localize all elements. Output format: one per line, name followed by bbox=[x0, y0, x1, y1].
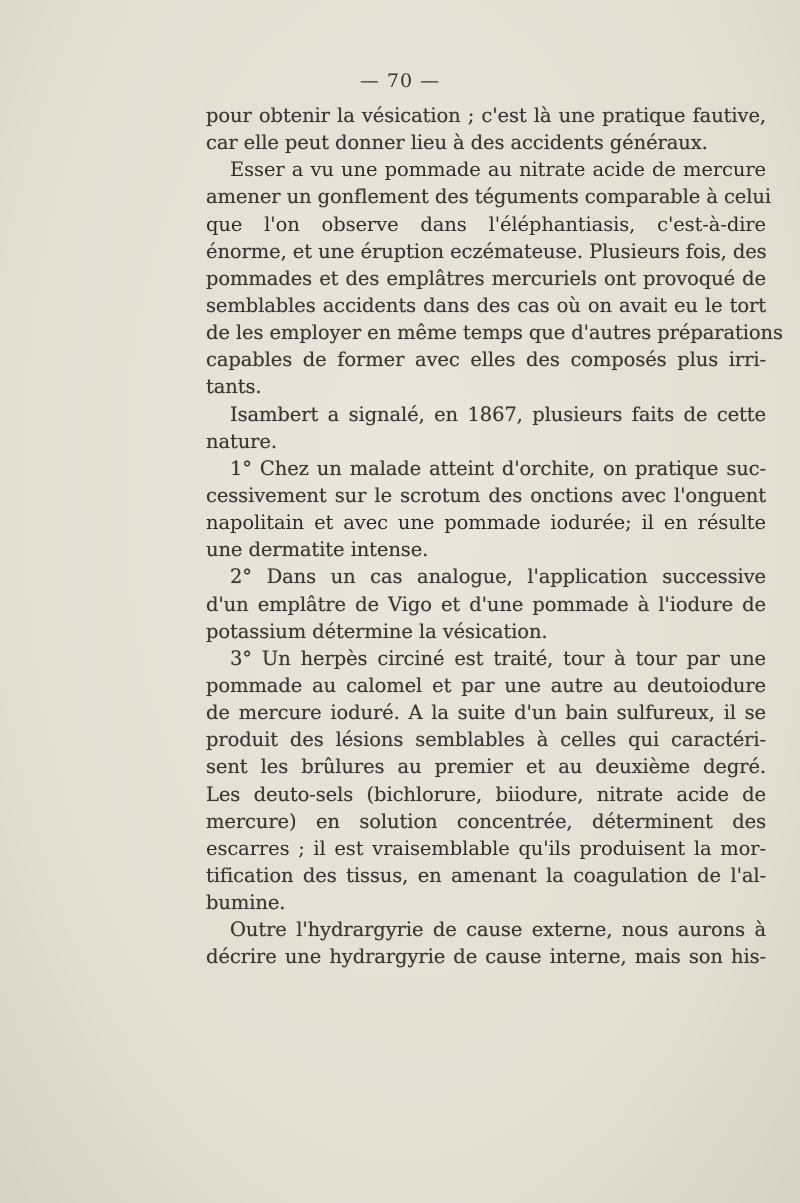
text-line: sent les brûlures au premier et au deuxième degré. bbox=[206, 755, 766, 779]
text-line: semblables accidents dans des cas où on avait eu le tort bbox=[206, 293, 766, 317]
body-text bbox=[206, 102, 783, 971]
text-line: 2° Dans un cas analogue, l'application successive bbox=[230, 565, 766, 589]
text-line: énorme, et une éruption eczémateuse. Plusieurs fois, des bbox=[206, 239, 767, 263]
text-line: amener un gonflement des téguments comparable à celui bbox=[206, 185, 771, 209]
text-line: car elle peut donner lieu à des accidents généraux. bbox=[206, 131, 708, 155]
text-line: pommades et des emplâtres mercuriels ont provoqué de bbox=[206, 266, 766, 290]
text-line: pour obtenir la vésication ; c'est là une pratique fautive, bbox=[206, 104, 766, 127]
text-line: Esser a vu une pommade au nitrate acide de mercure bbox=[230, 158, 766, 182]
text-line: tants. bbox=[206, 375, 262, 399]
text-line: napolitain et avec une pommade iodurée; il en résulte bbox=[206, 511, 766, 535]
text-line: décrire une hydrargyrie de cause interne, mais son his- bbox=[206, 945, 766, 969]
text-line: pommade au calomel et par une autre au deutoiodure bbox=[206, 673, 766, 697]
text-line: d'un emplâtre de Vigo et d'une pommade à l'iodure de bbox=[206, 592, 766, 616]
text-line: Isambert a signalé, en 1867, plusieurs faits de cette bbox=[230, 402, 766, 426]
text-line: Outre l'hydrargyrie de cause externe, nous aurons à bbox=[230, 918, 766, 942]
text-line: mercure) en solution concentrée, déterminent des bbox=[206, 809, 766, 833]
text-line: de les employer en même temps que d'autres préparations bbox=[206, 321, 783, 345]
text-line: bumine. bbox=[206, 891, 286, 915]
text-line: escarres ; il est vraisemblable qu'ils produisent la mor- bbox=[206, 836, 766, 860]
text-line: tification des tissus, en amenant la coagulation de l'al- bbox=[206, 863, 766, 887]
text-line: capables de former avec elles des composés plus irri- bbox=[206, 348, 766, 372]
text-line: Les deuto-sels (bichlorure, biiodure, nitrate acide de bbox=[206, 782, 766, 806]
text-line: que l'on observe dans l'éléphantiasis, c'est-à-dire bbox=[206, 212, 766, 236]
text-line: potassium détermine la vésication. bbox=[206, 619, 548, 643]
text-line: nature. bbox=[206, 429, 277, 453]
text-line: 3° Un herpès circiné est traité, tour à tour par une bbox=[230, 646, 766, 670]
text-line: cessivement sur le scrotum des onctions avec l'onguent bbox=[206, 483, 766, 507]
page-number: — 70 — bbox=[359, 70, 441, 92]
text-line: produit des lésions semblables à celles qui caractéri- bbox=[206, 728, 766, 752]
text-line: 1° Chez un malade atteint d'orchite, on pratique suc- bbox=[230, 456, 766, 480]
text-line: une dermatite intense. bbox=[206, 538, 429, 562]
text-line: de mercure ioduré. A la suite d'un bain sulfureux, il se bbox=[206, 701, 766, 725]
